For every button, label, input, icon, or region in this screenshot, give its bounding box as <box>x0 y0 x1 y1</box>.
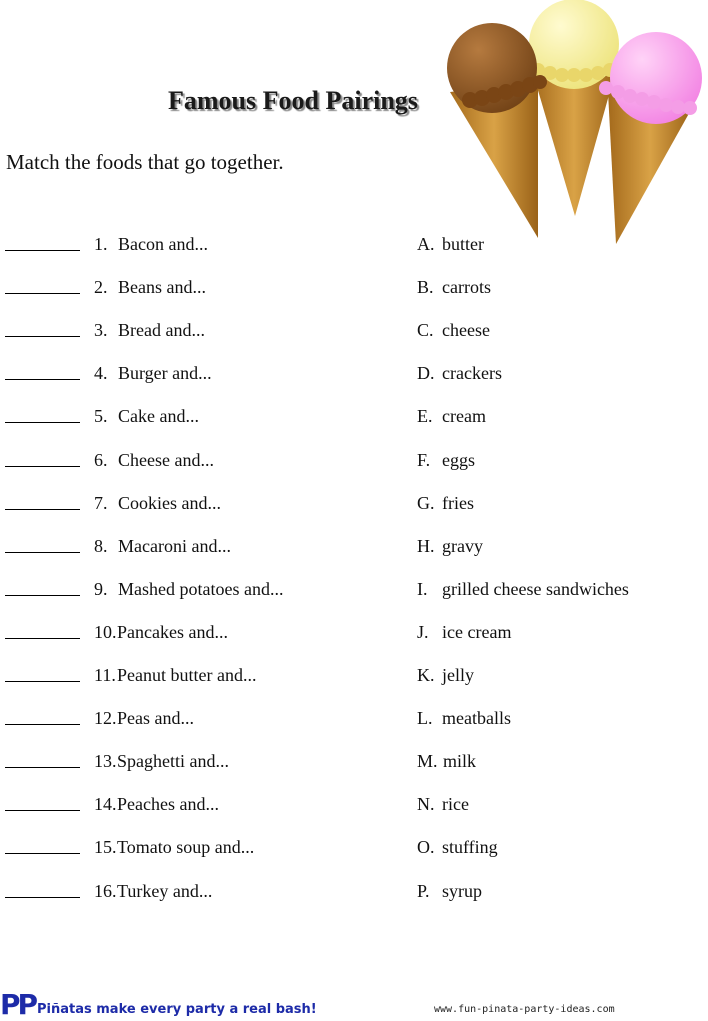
answer-text: butter <box>442 234 484 254</box>
item-number: 12. <box>94 708 117 729</box>
item-number: 9. <box>94 578 108 599</box>
answer-blank[interactable] <box>5 293 80 294</box>
answer-text: cheese <box>442 320 490 341</box>
answer-blank[interactable] <box>5 810 80 811</box>
answer-blank[interactable] <box>5 250 80 251</box>
matching-row <box>0 448 708 474</box>
answer-blank[interactable] <box>5 681 80 682</box>
matching-row <box>0 232 708 258</box>
instructions: Match the foods that go together. <box>6 150 284 174</box>
item-text: Bread and... <box>118 320 205 341</box>
item-text: Cheese and... <box>118 449 214 470</box>
item-number: 5. <box>94 406 108 427</box>
answer-blank[interactable] <box>5 595 80 596</box>
matching-row <box>0 792 708 818</box>
answer-letter: H. <box>417 535 435 556</box>
matching-row <box>0 706 708 732</box>
logo: PP <box>0 988 36 1021</box>
footer-tagline: Piñatas make every party a real bash! <box>37 1002 317 1017</box>
item-text: Tomato soup and... <box>117 837 255 858</box>
answer-text: crackers <box>442 363 502 384</box>
answer-blank[interactable] <box>5 767 80 768</box>
answer-letter: N. <box>417 794 435 815</box>
item-text: Peaches and... <box>117 794 219 815</box>
matching-row <box>0 835 708 861</box>
answer-text: eggs <box>442 449 475 470</box>
answer-text: cream <box>442 406 486 427</box>
answer-text: jelly <box>442 665 474 685</box>
answer-letter: P. <box>417 880 430 901</box>
answer-letter: D. <box>417 363 435 384</box>
answer-text: milk <box>443 751 477 772</box>
answer-text: meatballs <box>442 708 511 729</box>
item-number: 13. <box>94 751 117 772</box>
item-number: 16. <box>94 880 117 901</box>
item-text: Macaroni and... <box>118 535 231 556</box>
item-text: Burger and... <box>118 363 212 384</box>
answer-letter: L. <box>417 708 433 729</box>
answer-text: grilled cheese sandwiches <box>442 578 629 599</box>
matching-row <box>0 534 708 560</box>
item-number: 14. <box>94 794 117 815</box>
answer-letter: C. <box>417 320 434 341</box>
answer-blank[interactable] <box>5 336 80 337</box>
answer-blank[interactable] <box>5 897 80 898</box>
answer-blank[interactable] <box>5 638 80 639</box>
item-number: 11. <box>94 665 116 685</box>
item-text: Spaghetti and... <box>117 751 229 772</box>
item-text: Bacon and... <box>118 234 208 254</box>
footer-url[interactable]: www.fun-pinata-party-ideas.com <box>434 1004 615 1015</box>
answer-letter: A. <box>417 234 435 254</box>
matching-row <box>0 275 708 301</box>
item-number: 3. <box>94 320 108 341</box>
item-number: 2. <box>94 277 108 298</box>
item-text: Beans and... <box>118 277 206 298</box>
matching-row <box>0 318 708 344</box>
answer-blank[interactable] <box>5 552 80 553</box>
answer-blank[interactable] <box>5 509 80 510</box>
item-number: 15. <box>94 837 117 858</box>
item-text: Pancakes and... <box>117 621 228 642</box>
item-text: Mashed potatoes and... <box>118 578 284 599</box>
item-number: 8. <box>94 535 108 556</box>
answer-blank[interactable] <box>5 853 80 854</box>
item-text: Peas and... <box>117 708 194 729</box>
answer-text: syrup <box>442 880 482 901</box>
item-text: Turkey and... <box>117 880 213 901</box>
matching-row <box>0 620 708 646</box>
answer-blank[interactable] <box>5 379 80 380</box>
answer-blank[interactable] <box>5 466 80 467</box>
item-text: Cake and... <box>118 406 199 427</box>
answer-letter: M. <box>417 751 438 772</box>
page-title: Famous Food Pairings <box>168 86 418 115</box>
item-number: 1. <box>94 234 108 254</box>
matching-row <box>0 879 708 905</box>
answer-text: gravy <box>442 535 483 556</box>
answer-letter: G. <box>417 492 435 513</box>
matching-row <box>0 663 708 689</box>
item-text: Cookies and... <box>118 492 221 513</box>
answer-text: stuffing <box>442 837 498 858</box>
answer-letter: J. <box>417 621 429 642</box>
item-number: 4. <box>94 363 108 384</box>
item-number: 7. <box>94 492 108 513</box>
answer-letter: O. <box>417 837 435 858</box>
matching-row <box>0 491 708 517</box>
item-text: Peanut butter and... <box>117 665 257 685</box>
matching-row <box>0 749 708 775</box>
answer-letter: E. <box>417 406 433 427</box>
answer-letter: B. <box>417 277 434 298</box>
matching-row <box>0 404 708 430</box>
item-number: 6. <box>94 449 108 470</box>
item-number: 10. <box>94 621 117 642</box>
answer-text: rice <box>442 794 469 815</box>
answer-blank[interactable] <box>5 724 80 725</box>
answer-letter: F. <box>417 449 431 470</box>
matching-row <box>0 361 708 387</box>
ice-cream-cones-icon <box>440 0 708 250</box>
answer-text: carrots <box>442 277 491 298</box>
answer-text: fries <box>442 492 474 513</box>
answer-text: ice cream <box>442 621 512 642</box>
answer-letter: I. <box>417 578 428 599</box>
matching-row <box>0 577 708 603</box>
answer-letter: K. <box>417 665 435 685</box>
answer-blank[interactable] <box>5 422 80 423</box>
